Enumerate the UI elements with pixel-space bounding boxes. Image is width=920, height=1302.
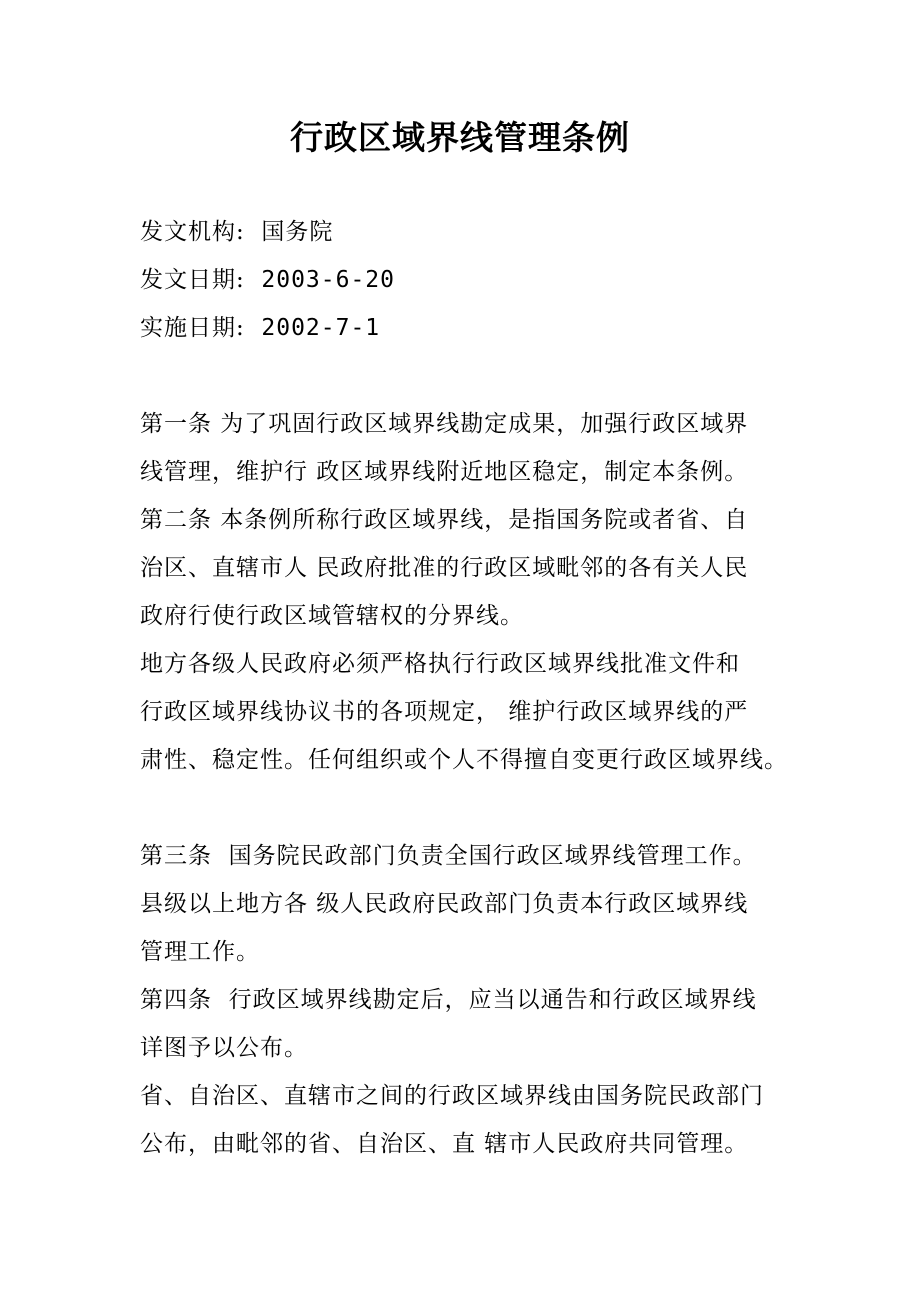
text-line: 肃性、稳定性。任何组织或个人不得擅自变更行政区域界线。 [140, 747, 788, 773]
meta-label: 发文机构: [140, 219, 245, 245]
meta-value: 国务院 [261, 219, 334, 245]
meta-effective-date [140, 310, 800, 358]
meta-value: 2003-6-20 [261, 267, 395, 293]
text-line: 第三条 国务院民政部门负责全国行政区域界线管理工作。 [140, 843, 757, 869]
document-body [140, 214, 800, 1174]
text-line: 行政区域界线协议书的各项规定， 维护行政区域界线的严 [140, 699, 749, 725]
text-line: 政府行使行政区域管辖权的分界线。 [140, 603, 524, 629]
text-line: 公布，由毗邻的省、自治区、直 辖市人民政府共同管理。 [140, 1131, 749, 1157]
spacer [140, 358, 800, 406]
meta-issuer [140, 214, 800, 262]
text-line: 第一条 为了巩固行政区域界线勘定成果，加强行政区域界 [140, 411, 749, 437]
meta-label: 发文日期: [140, 267, 245, 293]
text-line: 详图予以公布。 [140, 1035, 308, 1061]
meta-value: 2002-7-1 [261, 315, 381, 341]
text-line: 县级以上地方各 级人民政府民政部门负责本行政区域界线 [140, 891, 749, 917]
meta-issue-date [140, 262, 800, 310]
meta-label: 实施日期: [140, 315, 245, 341]
text-line: 省、自治区、直辖市之间的行政区域界线由国务院民政部门 [140, 1083, 764, 1109]
text-line: 第四条 行政区域界线勘定后，应当以通告和行政区域界线 [140, 987, 757, 1013]
document-title: 行政区域界线管理条例 [290, 118, 630, 157]
spacer [140, 790, 800, 838]
text-line: 治区、直辖市人 民政府批准的行政区域毗邻的各有关人民 [140, 555, 749, 581]
text-line: 管理工作。 [140, 939, 260, 965]
text-line: 第二条 本条例所称行政区域界线，是指国务院或者省、自 [140, 507, 749, 533]
text-line: 地方各级人民政府必须严格执行行政区域界线批准文件和 [140, 651, 740, 677]
text-line: 线管理，维护行 政区域界线附近地区稳定，制定本条例。 [140, 459, 749, 485]
